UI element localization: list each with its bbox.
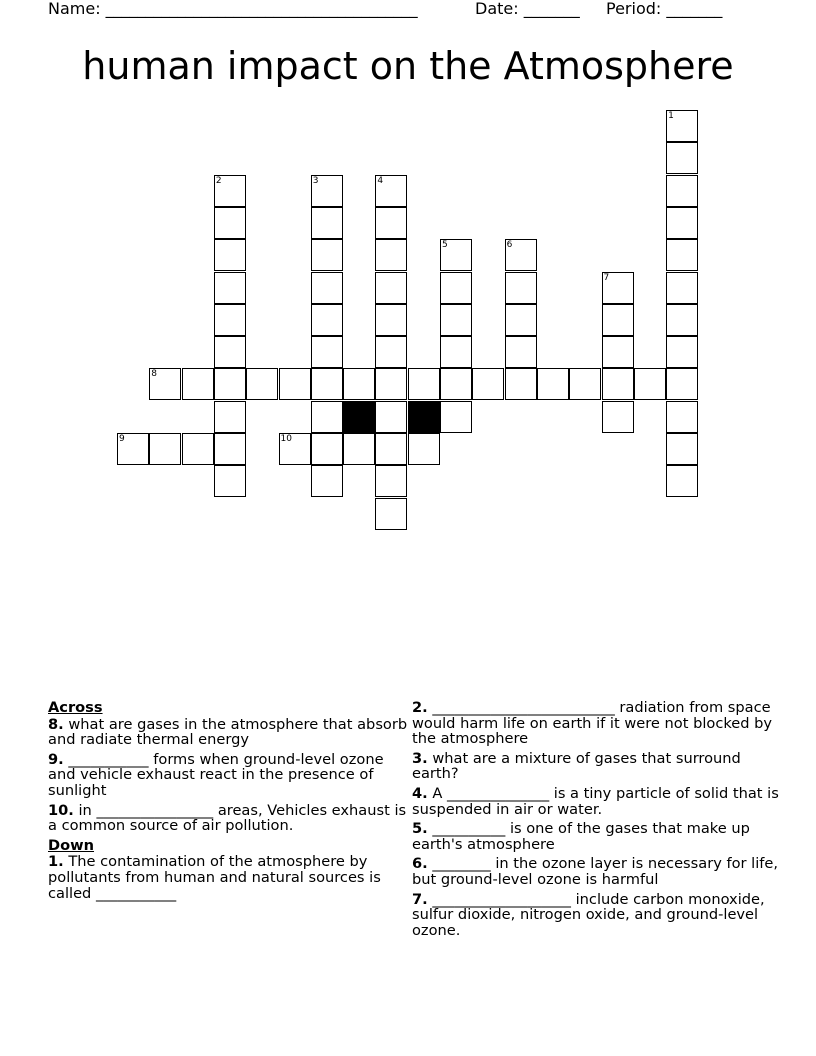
down-clue-3 <box>412 751 782 782</box>
grid-cell[interactable] <box>246 368 278 400</box>
grid-cell[interactable] <box>311 239 343 271</box>
across-heading: Across <box>48 699 103 716</box>
grid-cell[interactable] <box>214 304 246 336</box>
clue-text: what are gases in the atmosphere that absorb and radiate thermal energy <box>48 715 408 749</box>
grid-cell[interactable] <box>602 401 634 433</box>
grid-cell[interactable] <box>666 336 698 368</box>
clue-number-label: 3 <box>312 175 319 186</box>
grid-cell[interactable] <box>343 433 375 465</box>
grid-cell[interactable] <box>666 368 698 400</box>
grid-cell[interactable] <box>408 368 440 400</box>
grid-cell[interactable] <box>214 433 246 465</box>
grid-cell[interactable] <box>117 433 149 465</box>
grid-cell[interactable] <box>214 239 246 271</box>
down-heading: Down <box>48 836 95 854</box>
grid-cell[interactable] <box>214 368 246 400</box>
grid-cell[interactable] <box>666 433 698 465</box>
clue-number-label: 9 <box>119 434 125 444</box>
grid-cell[interactable] <box>375 368 407 400</box>
clues-left-column <box>48 700 408 905</box>
grid-cell[interactable] <box>214 465 246 497</box>
grid-cell[interactable] <box>634 368 666 400</box>
grid-cell[interactable] <box>311 433 343 465</box>
grid-cell[interactable] <box>311 401 343 433</box>
grid-cell[interactable] <box>666 142 698 174</box>
grid-cell[interactable] <box>440 368 472 400</box>
grid-cell[interactable] <box>602 272 634 304</box>
grid-cell[interactable] <box>343 368 375 400</box>
grid-cell[interactable] <box>505 336 537 368</box>
grid-cell[interactable] <box>311 336 343 368</box>
grid-cell[interactable] <box>537 368 569 400</box>
clue-number-label: 6 <box>506 240 513 251</box>
grid-cell[interactable] <box>602 368 634 400</box>
grid-cell[interactable] <box>375 272 407 304</box>
period-field-label: Period: _______ <box>606 0 723 18</box>
grid-cell[interactable] <box>666 175 698 207</box>
clue-number-label: 5 <box>442 240 448 251</box>
grid-cell[interactable] <box>149 368 181 400</box>
clue-number-label: 1 <box>668 111 674 121</box>
clue-text: ___________ forms when ground-level ozone and vehicle exhaust react in the presence of sunlight <box>48 750 384 799</box>
clue-number-label: 4 <box>377 175 384 186</box>
clues-right-column <box>412 700 782 942</box>
clue-number: 1. <box>48 853 64 871</box>
clue-number: 7. <box>412 890 428 908</box>
grid-cell[interactable] <box>279 433 311 465</box>
clue-number: 5. <box>412 820 428 838</box>
grid-cell[interactable] <box>472 368 504 400</box>
grid-cell[interactable] <box>375 465 407 497</box>
grid-cell[interactable] <box>375 433 407 465</box>
grid-cell[interactable] <box>375 239 407 271</box>
grid-cell[interactable] <box>311 175 343 207</box>
grid-cell[interactable] <box>666 401 698 433</box>
grid-cell[interactable] <box>440 401 472 433</box>
grid-cell[interactable] <box>375 207 407 239</box>
grid-cell[interactable] <box>408 433 440 465</box>
date-field-label: Date: _______ <box>475 0 580 18</box>
clue-number: 3. <box>412 749 428 767</box>
down-clue-1 <box>48 854 408 901</box>
clue-number-label: 10 <box>280 434 292 444</box>
grid-cell[interactable] <box>375 498 407 530</box>
across-clue-10 <box>48 803 408 834</box>
grid-cell[interactable] <box>666 272 698 304</box>
grid-cell[interactable] <box>602 304 634 336</box>
grid-cell[interactable] <box>214 207 246 239</box>
clue-text: ___________________ include carbon monoxide, sulfur dioxide, nitrogen oxide, and ground-level ozone. <box>412 890 765 939</box>
grid-cell[interactable] <box>666 239 698 271</box>
grid-cell[interactable] <box>214 336 246 368</box>
black-square <box>343 401 375 433</box>
grid-cell[interactable] <box>440 272 472 304</box>
clue-text: The contamination of the atmosphere by pollutants from human and natural sources is called ___________ <box>48 853 381 902</box>
grid-cell[interactable] <box>279 368 311 400</box>
grid-cell[interactable] <box>311 304 343 336</box>
across-clue-8 <box>48 717 408 748</box>
grid-cell[interactable] <box>666 207 698 239</box>
grid-cell[interactable] <box>602 336 634 368</box>
grid-cell[interactable] <box>182 368 214 400</box>
clue-number: 8. <box>48 715 64 733</box>
down-clue-7 <box>412 892 782 939</box>
down-clue-6 <box>412 856 782 887</box>
grid-cell[interactable] <box>311 465 343 497</box>
grid-cell[interactable] <box>440 239 472 271</box>
grid-cell[interactable] <box>311 272 343 304</box>
grid-cell[interactable] <box>375 401 407 433</box>
grid-cell[interactable] <box>666 304 698 336</box>
grid-cell[interactable] <box>214 272 246 304</box>
clue-text: __________ is one of the gases that make up earth's atmosphere <box>412 820 750 853</box>
grid-cell[interactable] <box>182 433 214 465</box>
grid-cell[interactable] <box>505 239 537 271</box>
name-field-label: Name: _______________________________________ <box>48 0 418 18</box>
clue-text: A ______________ is a tiny particle of solid that is suspended in air or water. <box>412 784 779 818</box>
grid-cell[interactable] <box>214 401 246 433</box>
grid-cell[interactable] <box>505 272 537 304</box>
grid-cell[interactable] <box>311 207 343 239</box>
grid-cell[interactable] <box>214 175 246 207</box>
grid-cell[interactable] <box>440 304 472 336</box>
clue-text: what are a mixture of gases that surround earth? <box>412 749 741 783</box>
clue-text: ________ in the ozone layer is necessary for life, but ground-level ozone is harmful <box>412 855 779 888</box>
grid-cell[interactable] <box>375 175 407 207</box>
grid-cell[interactable] <box>375 336 407 368</box>
grid-cell[interactable] <box>505 304 537 336</box>
clue-number-label: 2 <box>215 175 222 186</box>
grid-cell[interactable] <box>505 368 537 400</box>
clue-number: 9. <box>48 750 64 768</box>
grid-cell[interactable] <box>569 368 601 400</box>
grid-cell[interactable] <box>311 368 343 400</box>
black-square <box>408 401 440 433</box>
grid-cell[interactable] <box>440 336 472 368</box>
page-title: human impact on the Atmosphere <box>82 44 734 88</box>
grid-cell[interactable] <box>149 433 181 465</box>
grid-cell[interactable] <box>666 465 698 497</box>
grid-cell[interactable] <box>666 110 698 142</box>
grid-cell[interactable] <box>375 304 407 336</box>
down-clue-4 <box>412 786 782 817</box>
down-clue-2 <box>412 700 782 747</box>
down-clue-5 <box>412 821 782 852</box>
clue-number: 2. <box>412 699 428 716</box>
clue-text: in ________________ areas, Vehicles exhaust is a common source of air pollution. <box>48 801 407 835</box>
clue-number: 10. <box>48 801 74 819</box>
clue-text: _________________________ radiation from space would harm life on earth if it were not blocked by the atmosphere <box>412 699 773 748</box>
clue-number-label: 7 <box>603 272 610 283</box>
clue-number-label: 8 <box>151 369 158 380</box>
clue-number: 4. <box>412 784 428 802</box>
across-clue-9 <box>48 752 408 799</box>
clue-number: 6. <box>412 855 428 873</box>
